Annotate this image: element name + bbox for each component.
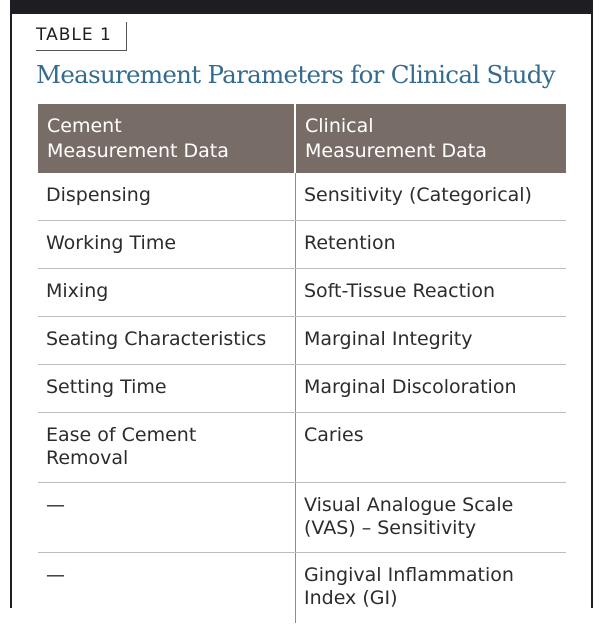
table-row [38,269,566,317]
table-row [38,173,566,221]
column-header-cement-label: Cement Measurement Data [47,115,229,162]
clinical-cell: Soft-Tissue Reaction [304,280,495,302]
cement-cell: — [38,553,296,623]
clinical-cell: Marginal Discoloration [304,376,517,398]
column-header-clinical [296,104,566,173]
column-header-clinical-label: Clinical Measurement Data [305,115,487,162]
top-rule [10,0,593,14]
table-row [38,317,566,365]
cement-cell: Mixing [38,269,296,316]
table-row [38,413,566,483]
table-row [38,483,566,553]
clinical-cell: Visual Analogue Scale (VAS) – Sensitivity [304,494,514,539]
cement-cell: Seating Characteristics [38,317,296,364]
table-row [38,553,566,623]
frame-left-border [10,14,12,608]
table-title: Measurement Parameters for Clinical Study [36,60,555,89]
table-row [38,365,566,413]
table-row [38,221,566,269]
cement-cell: Setting Time [38,365,296,412]
column-header-cement [38,104,296,173]
frame-right-border [591,14,593,608]
clinical-cell: Retention [304,232,396,254]
cement-cell: Ease of Cement Removal [38,413,296,482]
cement-cell: — [38,483,296,552]
measurement-table [38,104,566,623]
clinical-cell: Marginal Integrity [304,328,473,350]
clinical-cell: Sensitivity (Categorical) [304,184,532,206]
clinical-cell: Gingival Inflammation Index (GI) [304,564,514,609]
cement-cell: Dispensing [38,173,296,220]
table-header-row [38,104,566,173]
table-label: TABLE 1 [36,22,127,51]
clinical-cell: Caries [304,424,364,446]
cement-cell: Working Time [38,221,296,268]
